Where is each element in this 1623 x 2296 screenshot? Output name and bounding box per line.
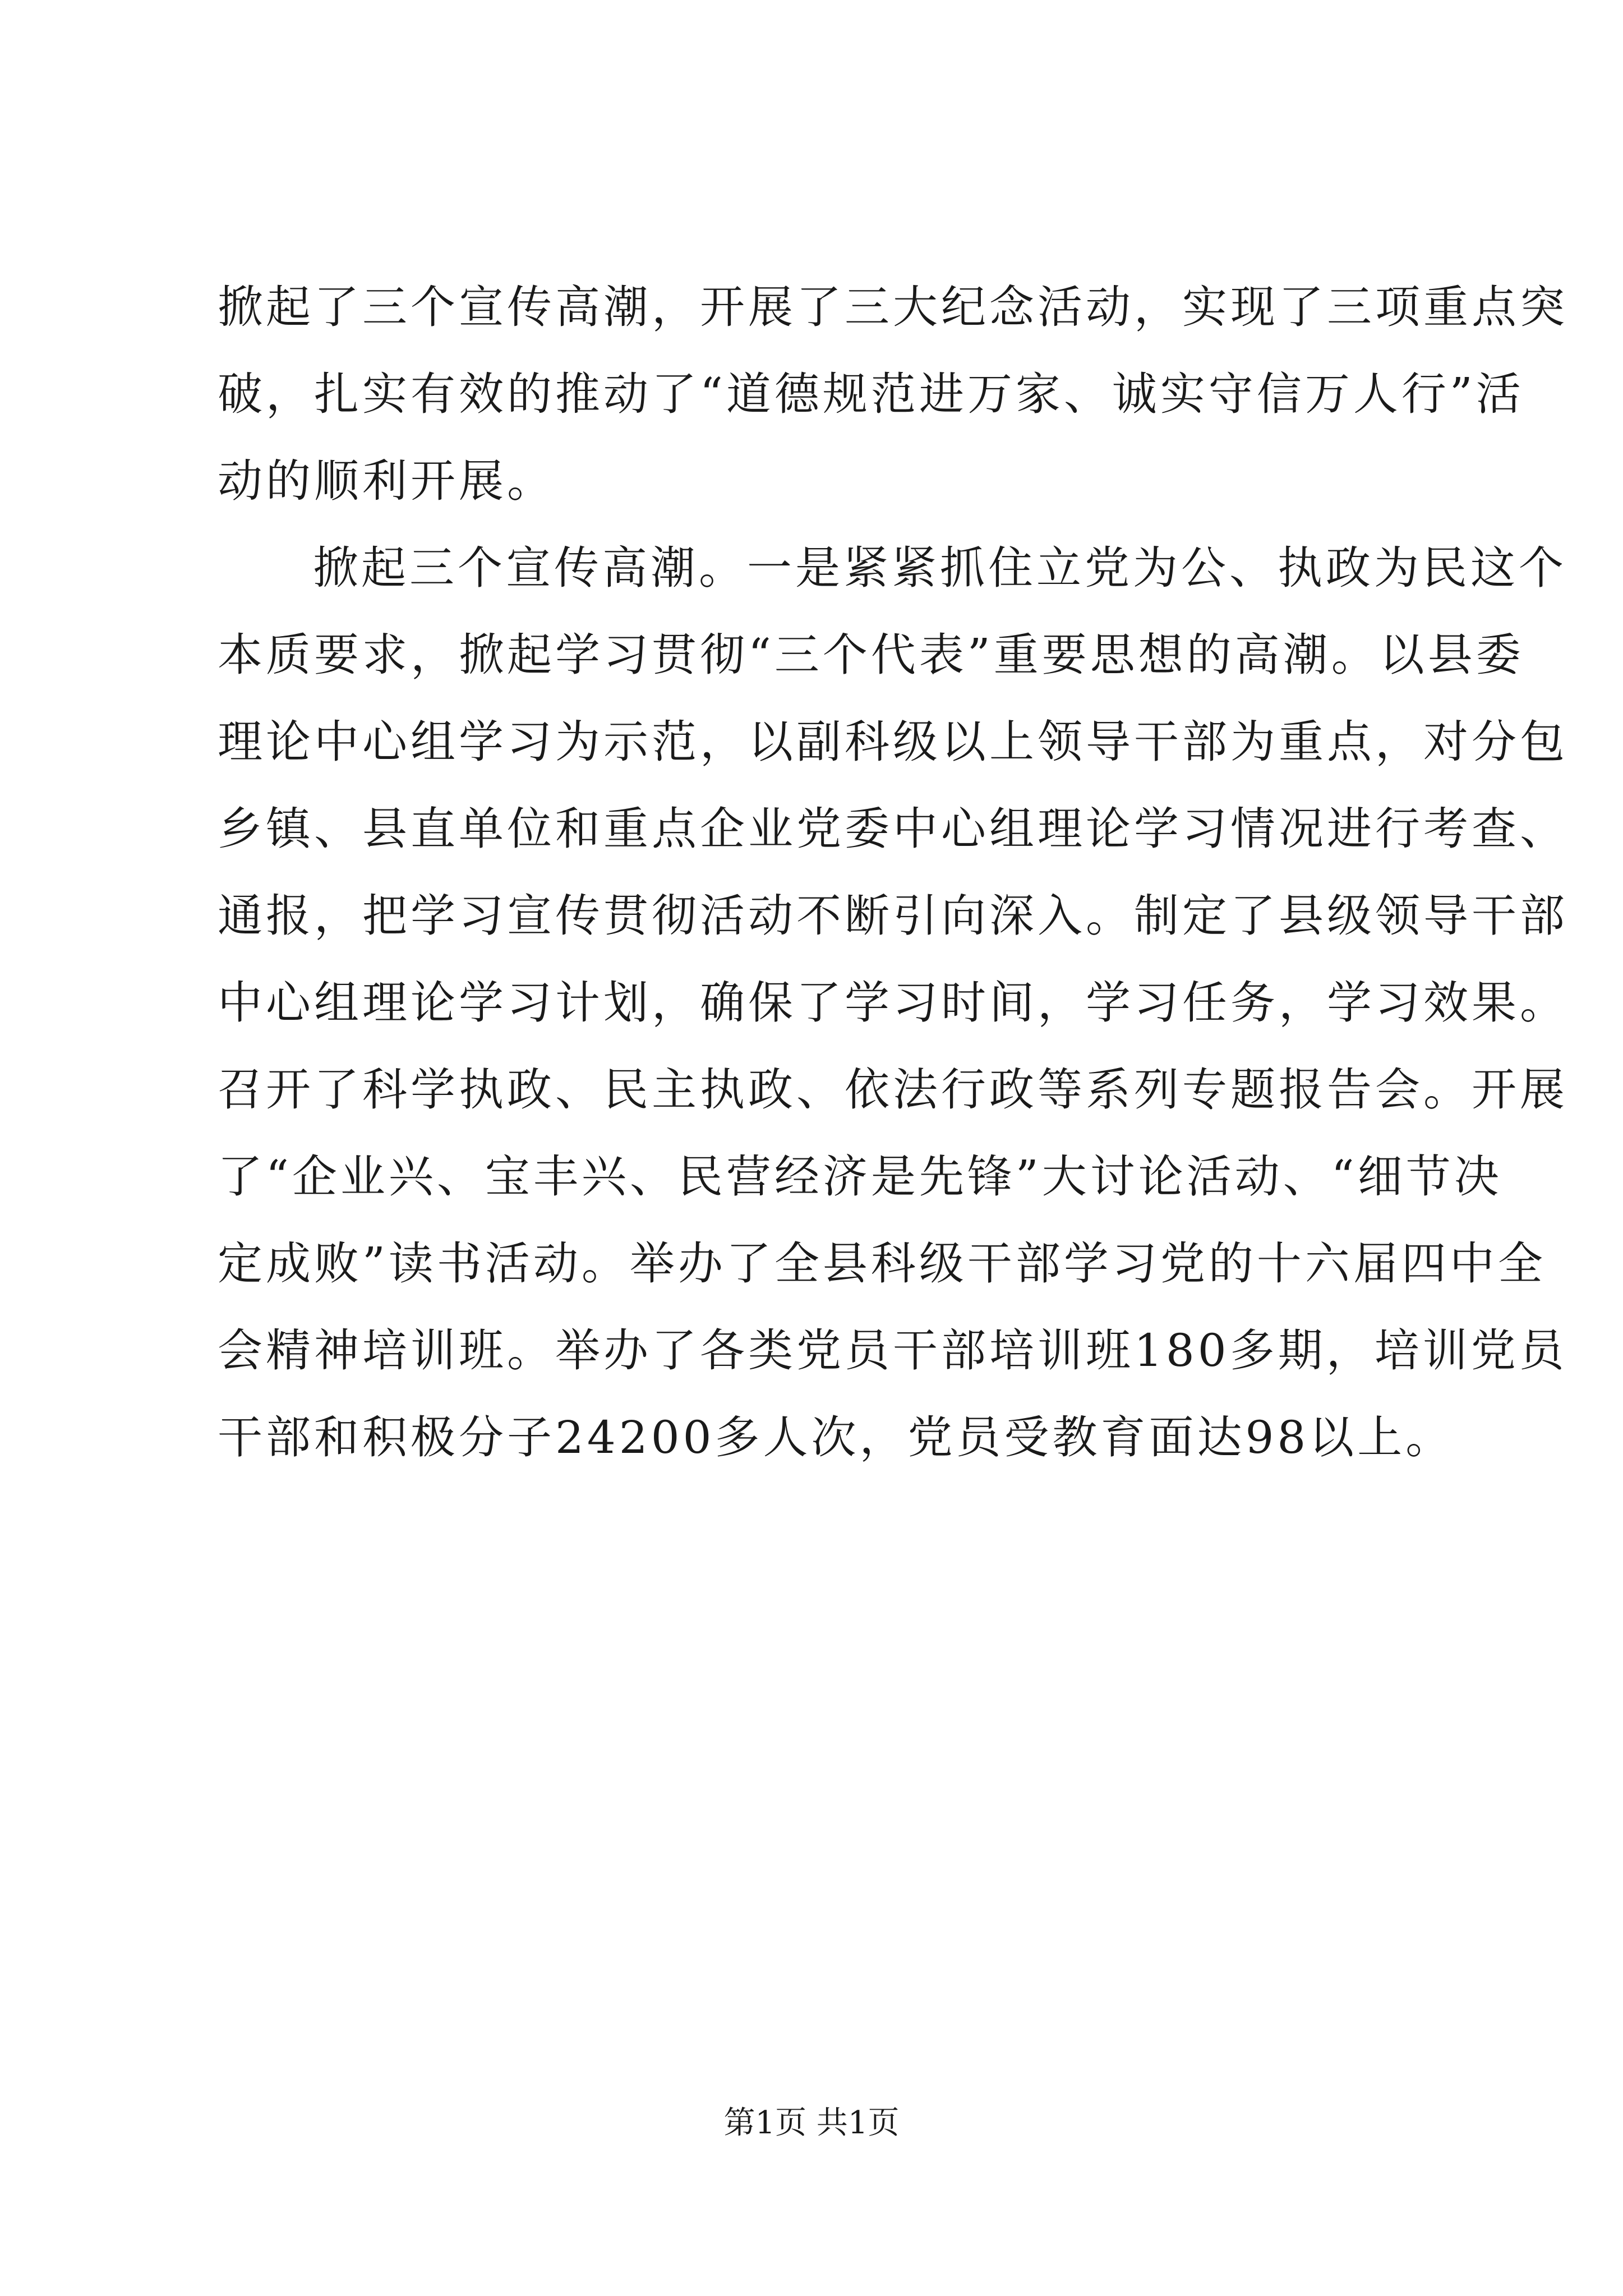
page-number-footer: 第1页 共1页 xyxy=(723,2105,900,2141)
text-line: 破，扎实有效的推动了“道德规范进万家、诚实守信万人行”活 xyxy=(218,368,1524,420)
text-line: 乡镇、县直单位和重点企业党委中心组理论学习情况进行考查、 xyxy=(218,803,1568,855)
paragraph-2 xyxy=(218,524,1568,1481)
text-line: 掀起三个宣传高潮。一是紧紧抓住立党为公、执政为民这个 xyxy=(313,542,1567,594)
text-line: 理论中心组学习为示范，以副科级以上领导干部为重点，对分包 xyxy=(218,716,1568,768)
text-line: 中心组理论学习计划，确保了学习时间，学习任务，学习效果。 xyxy=(218,977,1568,1029)
text-line: 了“企业兴、宝丰兴、民营经济是先锋”大讨论活动、“细节决 xyxy=(218,1151,1502,1203)
text-line: 动的顺利开展。 xyxy=(218,455,555,507)
text-line: 定成败”读书活动。举办了全县科级干部学习党的十六届四中全 xyxy=(218,1237,1546,1290)
document-body xyxy=(218,264,1568,1481)
text-line: 召开了科学执政、民主执政、依法行政等系列专题报告会。开展 xyxy=(218,1064,1568,1116)
paragraph-1 xyxy=(218,264,1568,524)
text-line: 通报，把学习宣传贯彻活动不断引向深入。制定了县级领导干部 xyxy=(218,890,1568,942)
text-line: 掀起了三个宣传高潮，开展了三大纪念活动，实现了三项重点突 xyxy=(218,281,1568,333)
text-line: 本质要求，掀起学习贯彻“三个代表”重要思想的高潮。以县委 xyxy=(218,629,1524,681)
text-line: 会精神培训班。举办了各类党员干部培训班180多期，培训党员 xyxy=(218,1324,1567,1377)
text-line: 干部和积极分子24200多人次，党员受教育面达98以上。 xyxy=(218,1411,1454,1464)
